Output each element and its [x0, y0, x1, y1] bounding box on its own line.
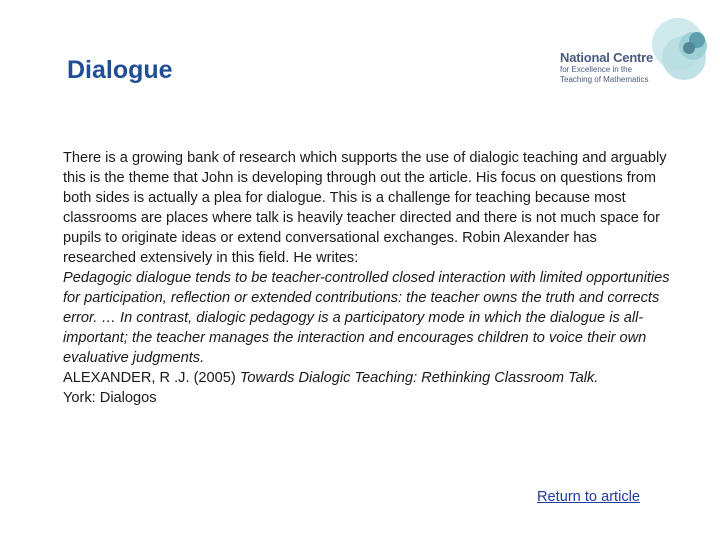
intro-paragraph: There is a growing bank of research which supports the use of dialogic teaching and arguably this is the theme that John is developing through out the article. His focus on questions from both sides is actually a plea for dialogue. This is a challenge for teaching because most classrooms are places where talk is heavily teacher directed and there is not much space for pupils to originate ideas or extend conversational exchanges. Robin Alexander has researched extensively in this field. He writes: — [63, 150, 667, 266]
body-text — [63, 148, 673, 408]
logo-line-1: National Centre — [560, 50, 654, 65]
alexander-quote: Pedagogic dialogue tends to be teacher-controlled closed interaction with limited opportunities for participation, reflection or extended contributions: the teacher owns the truth and corrects error. … In contrast, dialogic pedagogy is a participatory mode in which the dialogue is all-important; the teacher manages the interaction and encourages children to voice their own evaluative judgments. — [63, 270, 670, 366]
citation-publisher: York: Dialogos — [63, 390, 157, 406]
ncetm-logo — [556, 18, 720, 98]
return-to-article-link[interactable]: Return to article — [537, 489, 641, 505]
citation-author: ALEXANDER, R .J. (2005) — [63, 370, 240, 386]
logo-line-3: Teaching of Mathematics — [560, 75, 649, 84]
citation — [63, 368, 673, 408]
logo-text — [560, 50, 653, 85]
slide-title: Dialogue — [67, 56, 173, 84]
citation-title: Towards Dialogic Teaching: Rethinking Classroom Talk. — [239, 370, 599, 386]
logo-line-2: for Excellence in the — [560, 65, 633, 74]
